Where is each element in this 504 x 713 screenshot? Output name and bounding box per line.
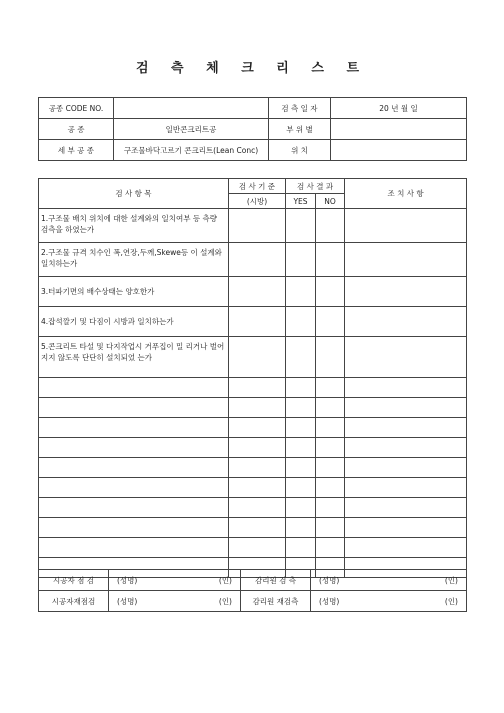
blank-row (39, 458, 467, 478)
checklist-item-text: 2.구조물 규격 치수인 폭,연장,두께,Skewe등 이 설계와 일치하는가 (39, 243, 229, 277)
seal-label: (인) (444, 575, 458, 585)
location-label: 위 치 (269, 140, 331, 161)
blank-cell[interactable] (286, 498, 316, 518)
col-result-header: 검 사 결 과 (286, 179, 345, 194)
blank-cell[interactable] (39, 438, 229, 458)
standard-cell[interactable] (229, 307, 286, 337)
blank-row (39, 538, 467, 558)
col-action-header: 조 치 사 항 (345, 179, 467, 209)
blank-cell[interactable] (229, 478, 286, 498)
name-label: (성명) (117, 575, 138, 585)
action-cell[interactable] (345, 209, 467, 243)
checklist-item-row (39, 307, 467, 337)
blank-row (39, 498, 467, 518)
blank-cell[interactable] (286, 418, 316, 438)
action-cell[interactable] (345, 243, 467, 277)
blank-cell[interactable] (39, 398, 229, 418)
blank-cell[interactable] (345, 538, 467, 558)
yes-cell[interactable] (286, 277, 316, 307)
no-cell[interactable] (316, 243, 345, 277)
blank-cell[interactable] (316, 398, 345, 418)
supervisor-reinspection-label: 감리원 재검측 (241, 591, 311, 612)
blank-cell[interactable] (345, 458, 467, 478)
checklist-item-text: 3.터파기면의 배수상태는 양호한가 (39, 277, 229, 307)
col-yes-header: YES (286, 194, 316, 209)
checklist-item-row (39, 277, 467, 307)
blank-cell[interactable] (39, 498, 229, 518)
action-cell[interactable] (345, 337, 467, 378)
blank-cell[interactable] (316, 418, 345, 438)
supervisor-inspection-label: 감리원 검 측 (241, 570, 311, 591)
header-table (38, 97, 467, 161)
blank-cell[interactable] (316, 458, 345, 478)
signature-row (39, 570, 467, 591)
blank-cell[interactable] (229, 438, 286, 458)
blank-row (39, 418, 467, 438)
name-label: (성명) (117, 596, 138, 606)
checklist-item-row (39, 337, 467, 378)
blank-cell[interactable] (286, 378, 316, 398)
location-value[interactable] (331, 140, 467, 161)
work-type-value[interactable]: 일반콘크리트공 (114, 119, 269, 140)
blank-cell[interactable] (39, 478, 229, 498)
yes-cell[interactable] (286, 307, 316, 337)
supervisor-reinspection-sign[interactable] (311, 591, 467, 612)
blank-cell[interactable] (286, 538, 316, 558)
blank-cell[interactable] (286, 518, 316, 538)
no-cell[interactable] (316, 307, 345, 337)
blank-row (39, 398, 467, 418)
checklist-header-row (39, 179, 467, 194)
blank-cell[interactable] (316, 538, 345, 558)
blank-row (39, 378, 467, 398)
part-value[interactable] (331, 119, 467, 140)
blank-cell[interactable] (39, 378, 229, 398)
signature-table (38, 569, 467, 612)
blank-cell[interactable] (39, 518, 229, 538)
blank-cell[interactable] (286, 398, 316, 418)
blank-row (39, 518, 467, 538)
code-label: 공종 CODE NO. (39, 98, 114, 119)
seal-label: (인) (218, 596, 232, 606)
blank-cell[interactable] (345, 398, 467, 418)
checklist-item-text: 4.잡석깔기 및 다짐이 시방과 일치하는가 (39, 307, 229, 337)
blank-cell[interactable] (316, 478, 345, 498)
seal-label: (인) (444, 596, 458, 606)
blank-cell[interactable] (345, 498, 467, 518)
header-row-detail (39, 140, 467, 161)
blank-cell[interactable] (229, 498, 286, 518)
blank-cell[interactable] (39, 458, 229, 478)
header-row-code (39, 98, 467, 119)
action-cell[interactable] (345, 307, 467, 337)
header-row-work-type (39, 119, 467, 140)
supervisor-inspection-sign[interactable] (311, 570, 467, 591)
blank-cell[interactable] (229, 378, 286, 398)
name-label: (성명) (319, 596, 340, 606)
work-type-label: 공 종 (39, 119, 114, 140)
checklist-item-text: 5.콘크리트 타설 및 다지작업시 거푸집이 밀 리거나 벌어지지 않도록 단단히 설치되었 는가 (39, 337, 229, 378)
blank-cell[interactable] (39, 418, 229, 438)
blank-cell[interactable] (39, 538, 229, 558)
part-label: 부 위 별 (269, 119, 331, 140)
standard-cell[interactable] (229, 337, 286, 378)
detail-work-label: 세 부 공 종 (39, 140, 114, 161)
blank-cell[interactable] (345, 378, 467, 398)
no-cell[interactable] (316, 209, 345, 243)
inspection-date-value[interactable]: 20 년 월 일 (331, 98, 467, 119)
page-title: 검 측 체 크 리 스 트 (135, 61, 369, 76)
standard-cell[interactable] (229, 243, 286, 277)
checklist-item-row (39, 209, 467, 243)
checklist-item-row (39, 243, 467, 277)
signature-row (39, 591, 467, 612)
blank-cell[interactable] (345, 418, 467, 438)
yes-cell[interactable] (286, 243, 316, 277)
col-standard-header: 검 사 기 준 (229, 179, 286, 194)
contractor-reinspection-label: 시공자재점검 (39, 591, 109, 612)
blank-cell[interactable] (286, 478, 316, 498)
blank-row (39, 438, 467, 458)
action-cell[interactable] (345, 277, 467, 307)
blank-cell[interactable] (316, 438, 345, 458)
code-value[interactable] (114, 98, 269, 119)
col-standard-sub: (시방) (229, 194, 286, 209)
blank-cell[interactable] (229, 398, 286, 418)
blank-cell[interactable] (286, 458, 316, 478)
inspection-date-label: 검 측 일 자 (269, 98, 331, 119)
blank-cell[interactable] (229, 458, 286, 478)
contractor-inspection-sign[interactable] (109, 570, 241, 591)
name-label: (성명) (319, 575, 340, 585)
blank-cell[interactable] (229, 518, 286, 538)
checklist-table (38, 178, 467, 578)
blank-cell[interactable] (316, 518, 345, 538)
blank-cell[interactable] (316, 498, 345, 518)
blank-cell[interactable] (345, 518, 467, 538)
detail-work-value[interactable]: 구조물바닥고르기 콘크리트(Lean Conc) (114, 140, 269, 161)
contractor-reinspection-sign[interactable] (109, 591, 241, 612)
blank-cell[interactable] (229, 538, 286, 558)
blank-cell[interactable] (345, 478, 467, 498)
contractor-inspection-label: 시공자 점 검 (39, 570, 109, 591)
blank-cell[interactable] (286, 438, 316, 458)
checklist-item-text: 1.구조물 배치 위치에 대한 설계와의 일치여부 등 측량 검측을 하였는가 (39, 209, 229, 243)
no-cell[interactable] (316, 337, 345, 378)
blank-cell[interactable] (316, 378, 345, 398)
seal-label: (인) (218, 575, 232, 585)
col-no-header: NO (316, 194, 345, 209)
standard-cell[interactable] (229, 277, 286, 307)
col-item-header: 검 사 항 목 (39, 179, 229, 209)
standard-cell[interactable] (229, 209, 286, 243)
blank-row (39, 478, 467, 498)
yes-cell[interactable] (286, 209, 316, 243)
blank-cell[interactable] (229, 418, 286, 438)
yes-cell[interactable] (286, 337, 316, 378)
no-cell[interactable] (316, 277, 345, 307)
blank-cell[interactable] (345, 438, 467, 458)
